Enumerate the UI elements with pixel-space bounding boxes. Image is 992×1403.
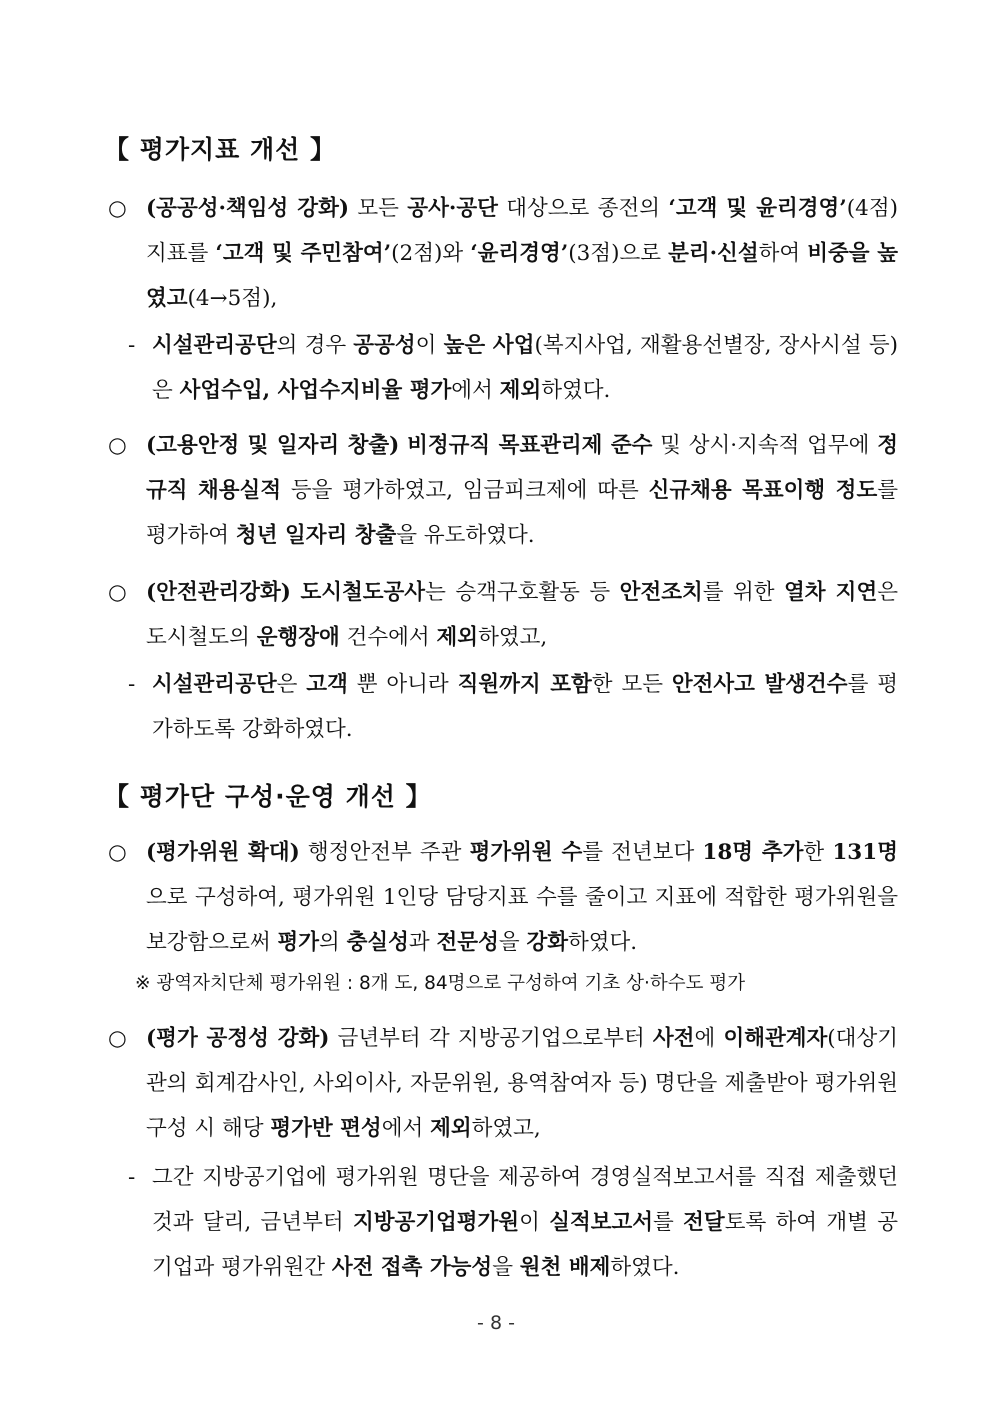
paragraph-text: [146, 186, 898, 321]
bold-text: 실적보고서: [549, 1210, 654, 1235]
bold-text: 고객: [306, 672, 348, 697]
text-run: 한: [803, 840, 833, 865]
bold-text: 강화: [526, 930, 568, 955]
text-run: 건수에서: [339, 625, 437, 650]
text-run: 하였다.: [541, 378, 611, 403]
bold-text: 높은 사업: [443, 333, 535, 358]
text-run: 모든: [349, 196, 408, 221]
text-run: 하였다.: [610, 1255, 680, 1280]
text-run: 를 평가하도록 강화하였다.: [152, 672, 899, 742]
bold-text: (안전관리강화): [146, 580, 291, 605]
text-run: 을: [498, 930, 527, 955]
paragraph-text: [146, 423, 898, 558]
text-run: 를: [653, 1210, 684, 1235]
text-run: 를 전년보다: [582, 840, 703, 865]
text-run: 그간 지방공기업에 평가위원 명단을 제공하여 경영실적보고서를 직접 제출했던 것과 달리, 금년부터: [152, 1165, 898, 1235]
reference-mark-icon: ※: [135, 973, 151, 994]
bold-text: 도시철도공사: [300, 580, 426, 605]
dash-facility-management-exemption: [128, 323, 898, 413]
text-run: 하여: [758, 241, 808, 266]
bold-text: 지방공기업평가원: [352, 1210, 520, 1235]
text-run: 행정안전부 주관: [299, 840, 470, 865]
dash-bullet-icon: -: [128, 1165, 136, 1190]
bullet-safety-management: [108, 570, 898, 660]
bold-text: (공공성·책임성 강화): [146, 196, 350, 221]
text-run: 는 승객구호활동 등: [425, 580, 620, 605]
text-run: 대상으로 종전의: [497, 196, 669, 221]
dash-safety-accidents: [128, 662, 898, 752]
bullet-expand-evaluators: [108, 830, 898, 965]
text-run: 를 평가하여: [146, 478, 898, 548]
text-run: (4점) 지표를: [146, 196, 898, 266]
text-run: 에: [694, 1026, 724, 1051]
bold-text: 사전: [652, 1026, 695, 1051]
text-run: 금년부터 각 지방공기업으로부터: [329, 1026, 653, 1051]
bullet-employment-stability: [108, 423, 898, 558]
paragraph-text: [146, 1016, 898, 1151]
bold-text: 충실성: [346, 930, 409, 955]
dash-report-delivery: [128, 1155, 898, 1290]
bold-text: 청년 일자리 창출: [235, 523, 397, 548]
text-run: 하였고,: [471, 1116, 541, 1141]
bold-text: 안전조치: [619, 580, 703, 605]
text-run: 이: [519, 1210, 550, 1235]
circle-bullet-icon: ○: [108, 580, 127, 605]
bold-text: 운행장애: [256, 625, 340, 650]
text-run: 에서: [451, 378, 500, 403]
text-run: 광역자치단체 평가위원 : 8개 도, 84명으로 구성하여 기초 상·하수도 평가: [156, 973, 746, 994]
text-run: 및 상시·지속적 업무에: [652, 433, 878, 458]
bold-text: 전달: [683, 1210, 725, 1235]
text-run: 으로 구성하여, 평가위원 1인당 담당지표 수를 줄이고 지표에 적합한 평가위원을 보강함으로써: [146, 885, 898, 955]
bold-text: 안전사고 발생건수: [671, 672, 848, 697]
bold-text: ‘고객 및 주민참여’: [215, 241, 392, 266]
bold-text: 비중을 높였고: [146, 241, 898, 311]
text-run: 이: [415, 333, 444, 358]
bullet-fairness: [108, 1016, 898, 1151]
bold-text: 시설관리공단: [152, 333, 277, 358]
bold-text: 신규채용 목표이행 정도: [648, 478, 878, 503]
bold-text: ‘고객 및 윤리경영’: [668, 196, 847, 221]
text-run: (복지사업, 재활용선별장, 장사시설 등)은: [152, 333, 899, 403]
text-run: 을 유도하였다.: [396, 523, 535, 548]
text-run: 의: [319, 930, 347, 955]
bold-text: 정규직 채용실적: [146, 433, 899, 503]
bold-text: 18명 추가: [702, 840, 804, 865]
paragraph-text: [152, 662, 898, 752]
reference-note: [135, 969, 895, 999]
text-run: 등을 평가하였고, 임금피크제에 따른: [281, 478, 649, 503]
paragraph-text: [152, 1155, 898, 1290]
bold-text: 원천 배제: [519, 1255, 611, 1280]
text-run: (대상기관의 회계감사인, 사외이사, 자문위원, 용역참여자 등) 명단을 제출받아 평가위원 구성 시 해당: [146, 1026, 898, 1141]
text-run: 은: [276, 672, 307, 697]
bold-text: 분리·신설: [668, 241, 759, 266]
bold-text: 사업수입, 사업수지비율 평가: [179, 378, 452, 403]
bold-text: 131명: [832, 840, 898, 865]
text-run: 하였다.: [568, 930, 638, 955]
text-run: 를 위한: [702, 580, 785, 605]
circle-bullet-icon: ○: [108, 433, 127, 458]
bold-text: 열차 지연: [784, 580, 878, 605]
text-run: 과: [408, 930, 437, 955]
bold-text: 공공성: [353, 333, 416, 358]
circle-bullet-icon: ○: [108, 840, 127, 865]
bold-text: 평가: [277, 930, 319, 955]
bold-text: (평가 공정성 강화): [146, 1026, 330, 1051]
text-run: 은 도시철도의: [146, 580, 899, 650]
text-run: (2점)와: [391, 241, 471, 266]
text-run: 뿐 아니라: [347, 672, 458, 697]
bold-text: 평가위원 수: [469, 840, 583, 865]
section-heading-evaluation-team: 【 평가단 구성·운영 개선 】: [104, 782, 432, 811]
text-run: 한 모든: [591, 672, 672, 697]
bullet-public-responsibility: [108, 186, 898, 321]
text-run: 의 경우: [276, 333, 354, 358]
text-run: 을: [492, 1255, 520, 1280]
bold-text: 전문성: [436, 930, 499, 955]
bold-text: 이해관계자: [723, 1026, 828, 1051]
page-number: - 8 -: [477, 1312, 515, 1334]
text-run: (4→5점),: [187, 286, 278, 311]
bold-text: 공사·공단: [407, 196, 498, 221]
bold-text: 제외: [499, 378, 542, 403]
bold-text: (고용안정 및 일자리 창출): [146, 433, 400, 458]
dash-bullet-icon: -: [128, 672, 136, 697]
dash-bullet-icon: -: [128, 333, 136, 358]
bold-text: 제외: [430, 1116, 472, 1141]
text-run: 토록 하여 개별 공기업과 평가위원간: [152, 1210, 899, 1280]
note-text: [156, 973, 745, 994]
bold-text: 시설관리공단: [152, 672, 277, 697]
paragraph-text: [146, 830, 898, 965]
bold-text: (평가위원 확대): [146, 840, 300, 865]
circle-bullet-icon: ○: [108, 196, 127, 221]
circle-bullet-icon: ○: [108, 1026, 127, 1051]
bold-text: 평가반 편성: [270, 1116, 382, 1141]
section-heading-indicator-improvement: 【 평가지표 개선 】: [104, 135, 337, 164]
bold-text: ‘윤리경영’: [470, 241, 569, 266]
text-run: (3점)으로: [568, 241, 669, 266]
text-run: 에서: [381, 1116, 431, 1141]
text-run: [399, 433, 407, 458]
bold-text: 직원까지 포함: [457, 672, 592, 697]
bold-text: 제외: [436, 625, 479, 650]
text-run: 하였고,: [478, 625, 548, 650]
bold-text: 비정규직 목표관리제 준수: [407, 433, 653, 458]
paragraph-text: [146, 570, 898, 660]
paragraph-text: [152, 323, 898, 413]
bold-text: 사전 접촉 가능성: [331, 1255, 493, 1280]
